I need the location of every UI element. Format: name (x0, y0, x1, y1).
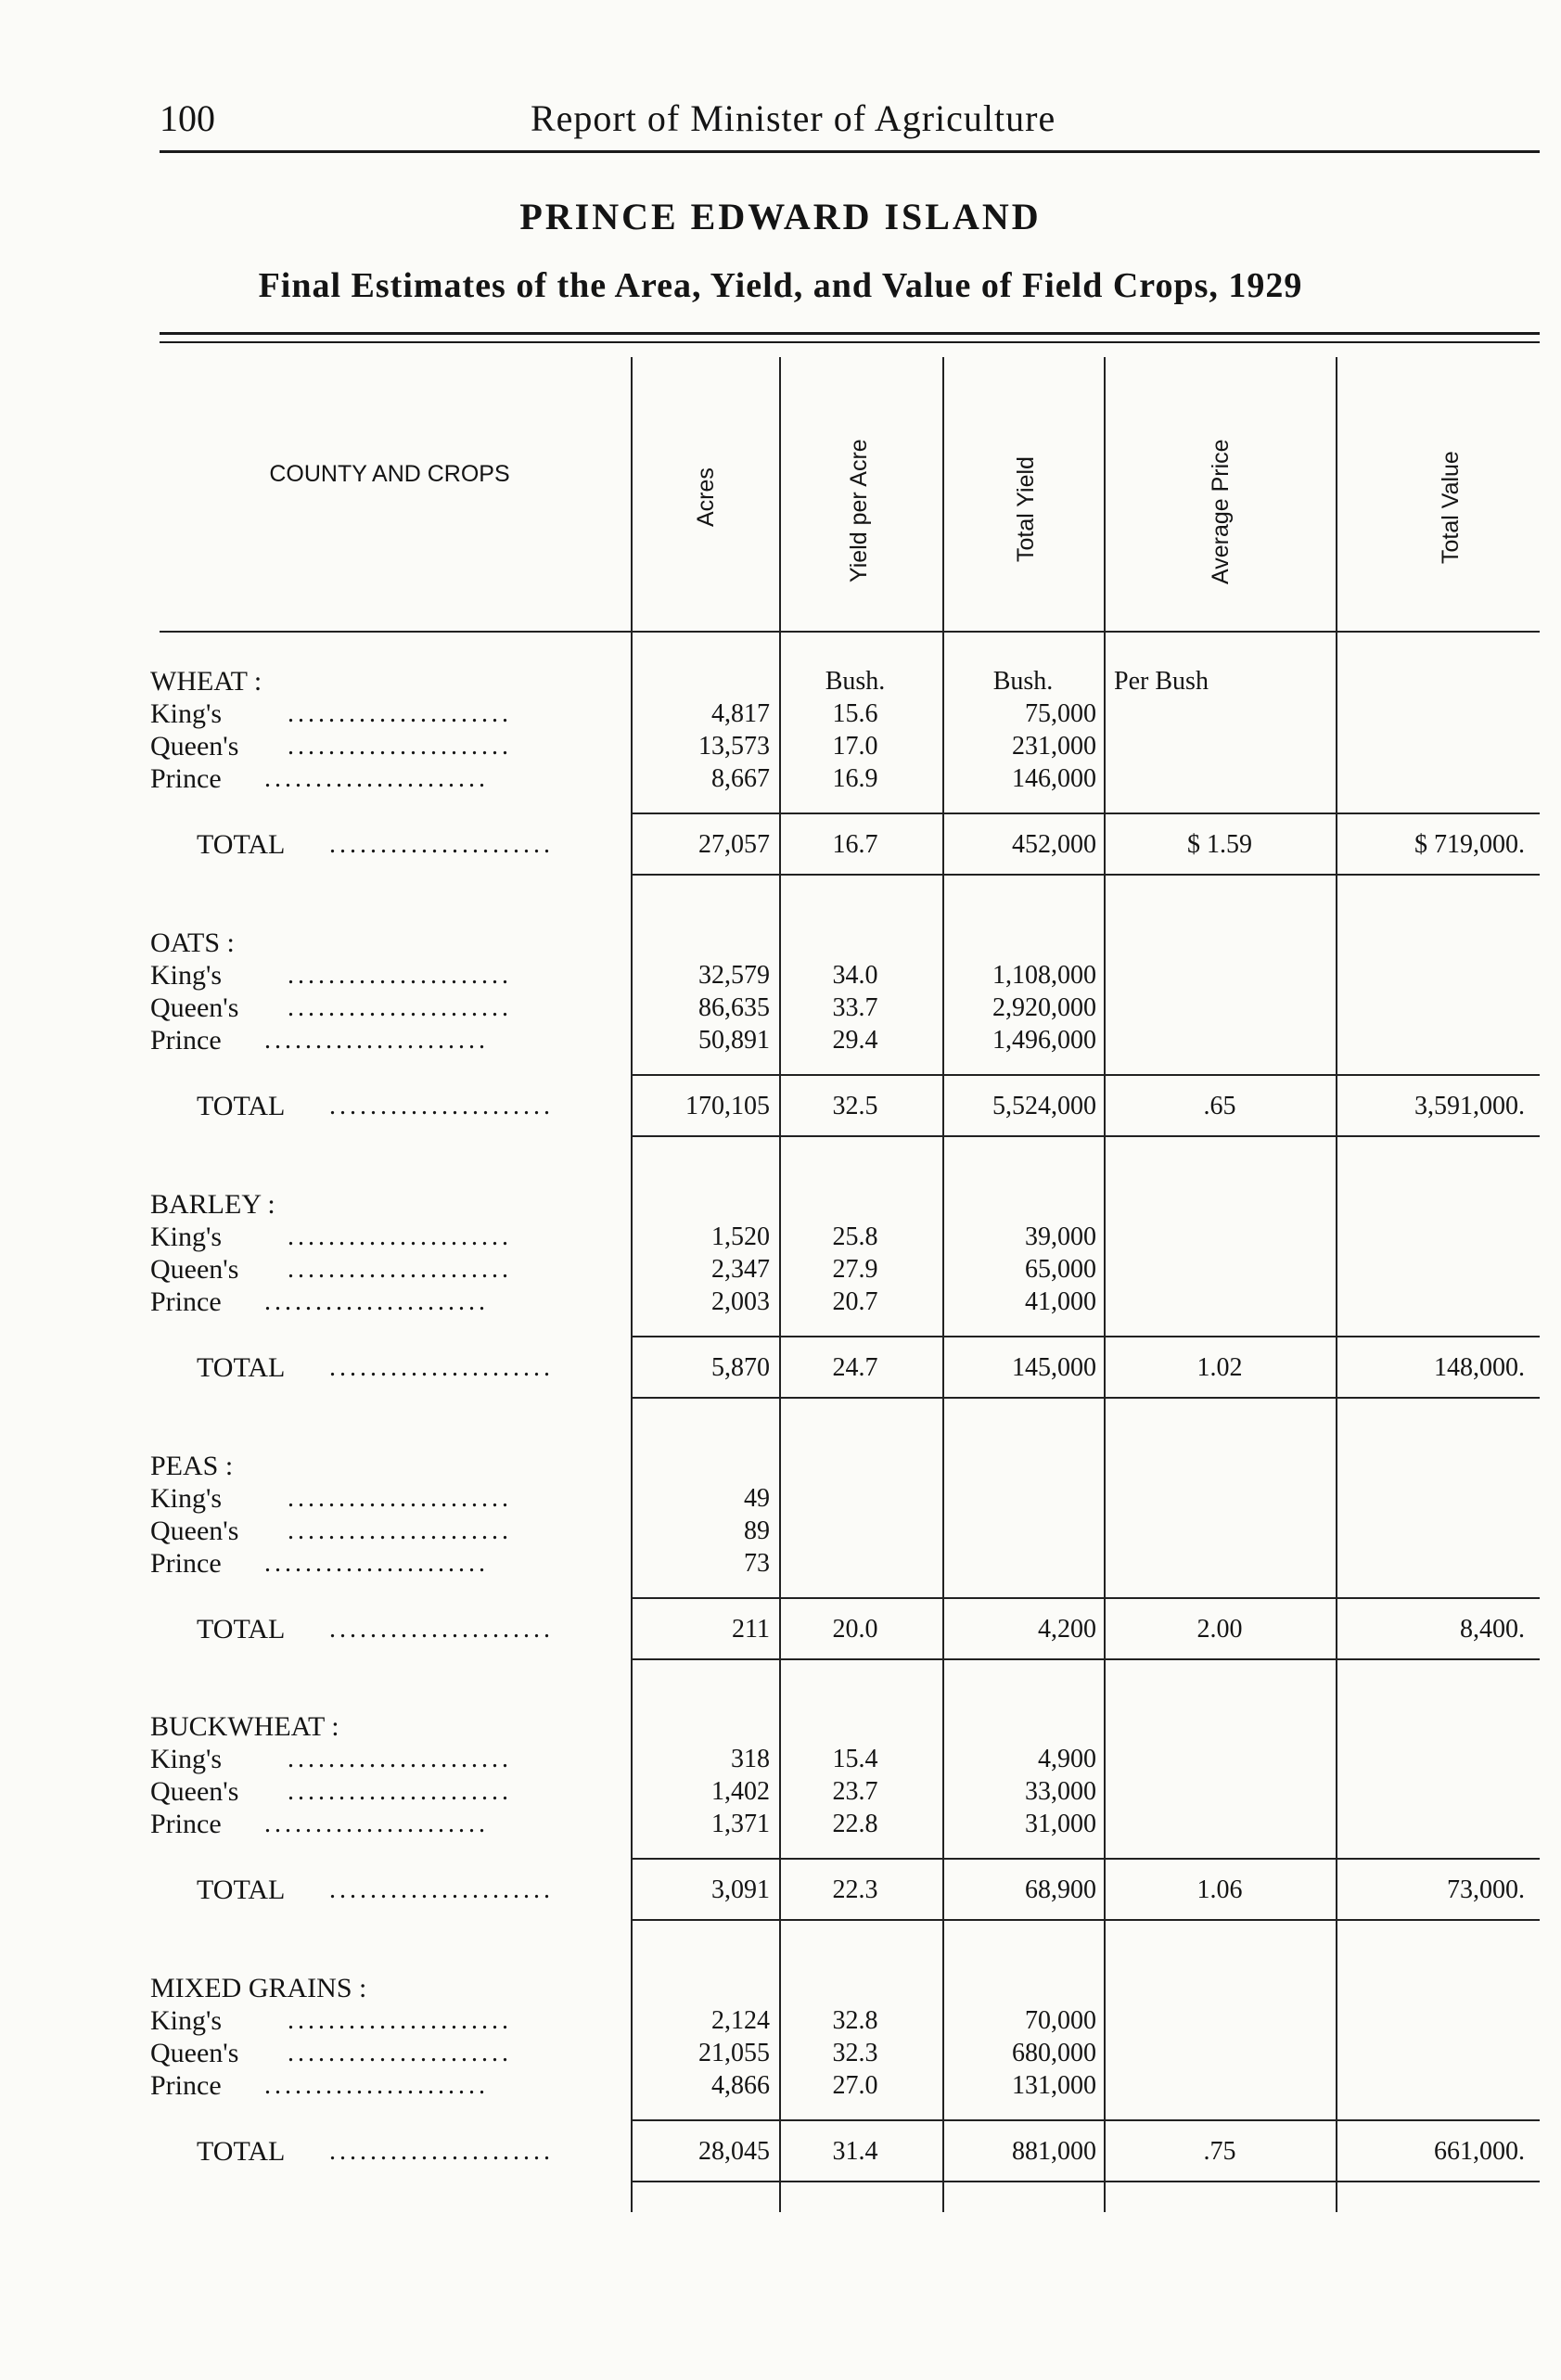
average-price-cell: 1.06 (1196, 1875, 1243, 1904)
county-label: Queen's (150, 2038, 239, 2068)
crop-heading: MIXED GRAINS : (150, 1973, 367, 2003)
total-value-cell: 3,591,000. (1414, 1092, 1525, 1120)
total-yield-cell: 39,000 (1025, 1222, 1096, 1251)
yield-cell: 22.8 (832, 1810, 878, 1838)
dot-leader: ...................... (288, 1745, 512, 1773)
acres-cell: 21,055 (698, 2039, 770, 2067)
county-label: King's (150, 1744, 223, 1774)
county-label: Queen's (150, 1516, 239, 1546)
yield-per-acre-header: Yield per Acre (846, 439, 872, 582)
table-top-rule (160, 332, 1540, 335)
acres-cell: 2,003 (711, 1287, 770, 1316)
total-yield-cell: 4,200 (1038, 1615, 1096, 1644)
dot-leader: ...................... (329, 1875, 554, 1904)
dot-leader: ...................... (288, 2006, 512, 2035)
acres-cell: 1,371 (711, 1810, 770, 1838)
yield-cell: 33.7 (832, 993, 878, 1022)
dot-leader: ...................... (288, 1484, 512, 1513)
acres-header: Acres (693, 467, 719, 527)
county-label: King's (150, 960, 223, 991)
county-label: Queen's (150, 1254, 239, 1285)
page-header (160, 93, 1540, 148)
dot-leader: ...................... (264, 2071, 489, 2100)
acres-cell: 89 (744, 1516, 770, 1545)
county-label: King's (150, 698, 223, 729)
county-label: King's (150, 1222, 223, 1252)
average-price-cell: 1.02 (1196, 1353, 1243, 1382)
acres-cell: 50,891 (698, 1026, 770, 1055)
running-title: Report of Minister of Agriculture (531, 97, 1056, 139)
total-yield-per-acre-cell: 22.3 (832, 1875, 878, 1904)
yield-cell: 23.7 (832, 1777, 878, 1806)
total-rule-bottom (631, 874, 1540, 876)
total-value-cell: 8,400. (1460, 1615, 1525, 1644)
acres-cell: 32,579 (698, 961, 770, 990)
acres-cell: 1,402 (711, 1777, 770, 1806)
total-rule-top (631, 1597, 1540, 1599)
total-yield-cell: 70,000 (1025, 2006, 1096, 2035)
crop-heading: OATS : (150, 928, 235, 958)
yield-cell: 15.6 (832, 699, 878, 728)
dot-leader: ...................... (329, 2137, 554, 2166)
col-rule-value (1336, 357, 1337, 2212)
crop-heading: WHEAT : (150, 666, 262, 697)
total-yield-cell: 4,900 (1038, 1745, 1096, 1773)
dot-leader: ...................... (288, 1777, 512, 1806)
total-yield-header: Total Yield (1013, 456, 1039, 562)
total-label: TOTAL (197, 1352, 286, 1383)
yield-cell: 27.9 (832, 1255, 878, 1284)
total-yield-per-acre-cell: 16.7 (832, 830, 878, 859)
total-acres-cell: 27,057 (698, 830, 770, 859)
total-value-header: Total Value (1438, 451, 1464, 564)
acres-cell: 4,866 (711, 2071, 770, 2100)
total-label: TOTAL (197, 1091, 286, 1121)
dot-leader: ...................... (329, 1615, 554, 1644)
total-rule-bottom (631, 1135, 1540, 1137)
col-rule-total (942, 357, 944, 2212)
total-label: TOTAL (197, 2136, 286, 2167)
total-rule-bottom (631, 1397, 1540, 1399)
total-yield-cell: 1,496,000 (992, 1026, 1096, 1055)
dot-leader: ...................... (264, 1287, 489, 1316)
total-yield-cell: 680,000 (1012, 2039, 1096, 2067)
yield-cell: 15.4 (832, 1745, 878, 1773)
county-label: Prince (150, 1286, 222, 1317)
county-label: Queen's (150, 992, 239, 1023)
county-label: Prince (150, 763, 222, 794)
acres-cell: 73 (744, 1549, 770, 1578)
acres-cell: 13,573 (698, 732, 770, 761)
county-label: Queen's (150, 731, 239, 761)
col-rule-price (1104, 357, 1106, 2212)
yield-unit: Bush. (825, 667, 886, 696)
total-label: TOTAL (197, 1614, 286, 1644)
yield-cell: 27.0 (832, 2071, 878, 2100)
total-yield-cell: 41,000 (1025, 1287, 1096, 1316)
total-rule-bottom (631, 2181, 1540, 2182)
total-rule-top (631, 813, 1540, 814)
dot-leader: ...................... (264, 1549, 489, 1578)
county-label: King's (150, 1483, 223, 1514)
dot-leader: ...................... (288, 2039, 512, 2067)
yield-cell: 34.0 (832, 961, 878, 990)
yield-cell: 25.8 (832, 1222, 878, 1251)
total-yield-cell: 5,524,000 (992, 1092, 1096, 1120)
price-unit: Per Bush (1114, 667, 1209, 696)
county-label: Queen's (150, 1776, 239, 1807)
total-yield-cell: 452,000 (1012, 830, 1096, 859)
total-yield-per-acre-cell: 20.0 (832, 1615, 878, 1644)
dot-leader: ...................... (288, 699, 512, 728)
county-label: Prince (150, 1548, 222, 1579)
yield-cell: 32.3 (832, 2039, 878, 2067)
acres-cell: 318 (731, 1745, 770, 1773)
total-yield-cell: 68,900 (1025, 1875, 1096, 1904)
crop-heading: BARLEY : (150, 1189, 275, 1220)
dot-leader: ...................... (288, 732, 512, 761)
acres-cell: 4,817 (711, 699, 770, 728)
total-label: TOTAL (197, 829, 286, 860)
header-separator (160, 631, 1540, 633)
dot-leader: ...................... (329, 830, 554, 859)
total-rule-top (631, 1858, 1540, 1860)
total-yield-cell: 131,000 (1012, 2071, 1096, 2100)
total-rule-top (631, 2119, 1540, 2121)
county-crops-header: COUNTY AND CROPS (269, 461, 510, 487)
acres-cell: 1,520 (711, 1222, 770, 1251)
total-rule-top (631, 1074, 1540, 1076)
dot-leader: ...................... (329, 1092, 554, 1120)
dot-leader: ...................... (288, 961, 512, 990)
dot-leader: ...................... (288, 993, 512, 1022)
total-rule-bottom (631, 1919, 1540, 1921)
acres-cell: 2,124 (711, 2006, 770, 2035)
total-acres-cell: 28,045 (698, 2137, 770, 2166)
yield-cell: 16.9 (832, 764, 878, 793)
yield-cell: 32.8 (832, 2006, 878, 2035)
dot-leader: ...................... (288, 1222, 512, 1251)
total-yield-cell: 881,000 (1012, 2137, 1096, 2166)
yield-cell: 29.4 (832, 1026, 878, 1055)
total-yield-cell: 31,000 (1025, 1810, 1096, 1838)
crop-heading: BUCKWHEAT : (150, 1711, 339, 1742)
county-label: King's (150, 2005, 223, 2036)
average-price-cell: 2.00 (1196, 1615, 1243, 1644)
page-title: PRINCE EDWARD ISLAND (519, 196, 1042, 237)
total-yield-cell: 231,000 (1012, 732, 1096, 761)
total-value-cell: 148,000. (1434, 1353, 1525, 1382)
total-rule-top (631, 1336, 1540, 1337)
total-acres-cell: 3,091 (711, 1875, 770, 1904)
dot-leader: ...................... (264, 764, 489, 793)
acres-cell: 49 (744, 1484, 770, 1513)
total-rule-bottom (631, 1658, 1540, 1660)
total-yield-per-acre-cell: 24.7 (832, 1353, 878, 1382)
acres-cell: 8,667 (711, 764, 770, 793)
acres-cell: 86,635 (698, 993, 770, 1022)
header-rule (160, 150, 1540, 153)
total-yield-cell: 65,000 (1025, 1255, 1096, 1284)
total-acres-cell: 211 (732, 1615, 770, 1644)
total-yield-cell: 75,000 (1025, 699, 1096, 728)
total-value-cell: 73,000. (1447, 1875, 1525, 1904)
average-price-cell: .65 (1203, 1092, 1236, 1120)
yield-cell: 17.0 (832, 732, 878, 761)
total-yield-cell: 1,108,000 (992, 961, 1096, 990)
total-acres-cell: 170,105 (685, 1092, 770, 1120)
average-price-cell: .75 (1203, 2137, 1236, 2166)
total-yield-cell: 145,000 (1012, 1353, 1096, 1382)
page-subtitle: Final Estimates of the Area, Yield, and Value of Field Crops, 1929 (258, 266, 1303, 305)
county-label: Prince (150, 1809, 222, 1839)
dot-leader: ...................... (288, 1516, 512, 1545)
average-price-header: Average Price (1208, 439, 1234, 584)
total-yield-per-acre-cell: 32.5 (832, 1092, 878, 1120)
county-label: Prince (150, 2070, 222, 2101)
total-yield-cell: 146,000 (1012, 764, 1096, 793)
total-value-cell: 661,000. (1434, 2137, 1525, 2166)
dot-leader: ...................... (264, 1810, 489, 1838)
total-value-cell: $ 719,000. (1414, 830, 1525, 859)
col-rule-acres (631, 357, 633, 2212)
total-yield-unit: Bush. (992, 667, 1054, 696)
total-yield-cell: 2,920,000 (992, 993, 1096, 1022)
dot-leader: ...................... (288, 1255, 512, 1284)
dot-leader: ...................... (264, 1026, 489, 1055)
acres-cell: 2,347 (711, 1255, 770, 1284)
table-top-rule-2 (160, 341, 1540, 343)
average-price-cell: $ 1.59 (1187, 830, 1252, 859)
total-acres-cell: 5,870 (711, 1353, 770, 1382)
dot-leader: ...................... (329, 1353, 554, 1382)
total-label: TOTAL (197, 1875, 286, 1905)
total-yield-per-acre-cell: 31.4 (832, 2137, 878, 2166)
page-number: 100 (160, 97, 215, 139)
county-label: Prince (150, 1025, 222, 1056)
yield-cell: 20.7 (832, 1287, 878, 1316)
total-yield-cell: 33,000 (1025, 1777, 1096, 1806)
crop-heading: PEAS : (150, 1451, 234, 1481)
